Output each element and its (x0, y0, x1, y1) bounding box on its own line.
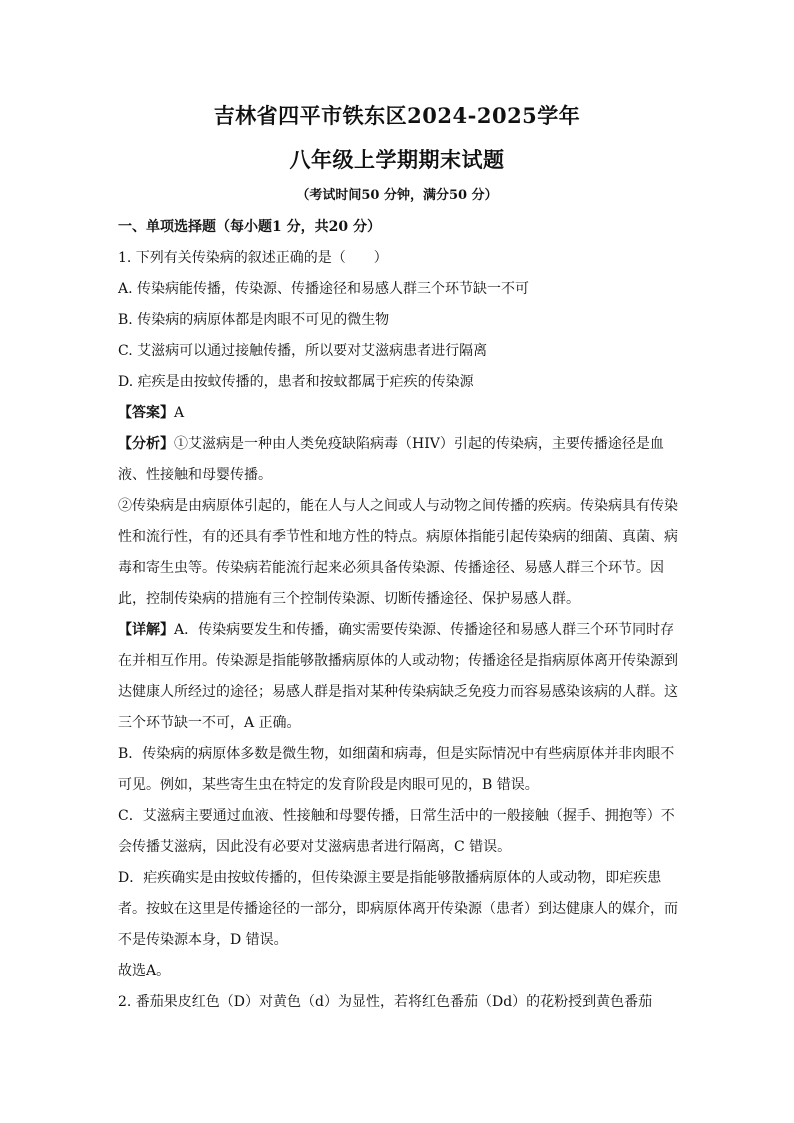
detail-paragraph-a (118, 615, 678, 739)
detail-paragraph-b: B．传染病的病原体多数是微生物，如细菌和病毒，但是实际情况中有些病原体并非肉眼不可见。例如，某些寄生虫在特定的发育阶段是肉眼可见的，B 错误。 (118, 746, 675, 793)
exam-info: （考试时间50 分钟，满分50 分） (296, 188, 498, 203)
answer-line (118, 398, 678, 429)
detail-text-a: A．传染病要发生和传播，确实需要传染源、传播途径和易感人群三个环节同时存在并相互作用。传染源是指能够散播病原体的人或动物；传播途径是指病原体离开传染源到达健康人所经过的途径；易感人群是指对某种传染病缺乏免疫力而容易感染该病的人群。这三个环节缺一不可，A 正确。 (118, 622, 678, 731)
exam-body (118, 212, 678, 1018)
analysis-tag: 【分析】 (118, 436, 174, 452)
exam-title-line1: 吉林省四平市铁东区2024-2025学年 (213, 103, 581, 128)
detail-paragraph-c: C．艾滋病主要通过血液、性接触和母婴传播，日常生活中的一般接触（握手、拥抱等）不会传播艾滋病，因此没有必要对艾滋病患者进行隔离，C 错误。 (118, 808, 675, 855)
section-heading: 一、单项选择题（每小题1 分，共20 分） (118, 219, 381, 235)
detail-tag: 【详解】 (118, 622, 174, 638)
answer-tag: 【答案】 (118, 405, 174, 421)
detail-paragraph-d: D．疟疾确实是由按蚊传播的，但传染源主要是指能够散播病原体的人或动物，即疟疾患者。按蚊在这里是传播途径的一部分，即病原体离开传染源（患者）到达健康人的媒介，而不是传染源本身，D 错误。 (118, 870, 678, 948)
question-1-option-b: B. 传染病的病原体都是肉眼不可见的微生物 (118, 312, 390, 328)
analysis-text-1: ①艾滋病是一种由人类免疫缺陷病毒（HIV）引起的传染病，主要传播途径是血液、性接触和母婴传播。 (118, 436, 664, 483)
answer-value: A (174, 405, 185, 421)
question-1-option-d: D. 疟疾是由按蚊传播的，患者和按蚊都属于疟疾的传染源 (118, 374, 474, 390)
question-1-option-c: C. 艾滋病可以通过接触传播，所以要对艾滋病患者进行隔离 (118, 343, 488, 359)
conclusion: 故选A。 (118, 963, 171, 979)
analysis-paragraph-2: ②传染病是由病原体引起的，能在人与人之间或人与动物之间传播的疾病。传染病具有传染性和流行性，有的还具有季节性和地方性的特点。病原体指能引起传染病的细菌、真菌、病毒和寄生虫等。传染病若能流行起来必须具备传染源、传播途径、易感人群三个环节。因此，控制传染病的措施有三个控制传染源、切断传播途径、保护易感人群。 (118, 498, 678, 607)
question-1-stem: 1. 下列有关传染病的叙述正确的是（ ） (118, 250, 388, 266)
exam-title-line2: 八年级上学期期末试题 (289, 147, 505, 172)
question-2-stem: 2. 番茄果皮红色（D）对黄色（d）为显性，若将红色番茄（Dd）的花粉授到黄色番茄 (118, 994, 653, 1010)
analysis-paragraph-1 (118, 429, 678, 491)
question-1-option-a: A. 传染病能传播，传染源、传播途径和易感人群三个环节缺一不可 (118, 281, 530, 297)
